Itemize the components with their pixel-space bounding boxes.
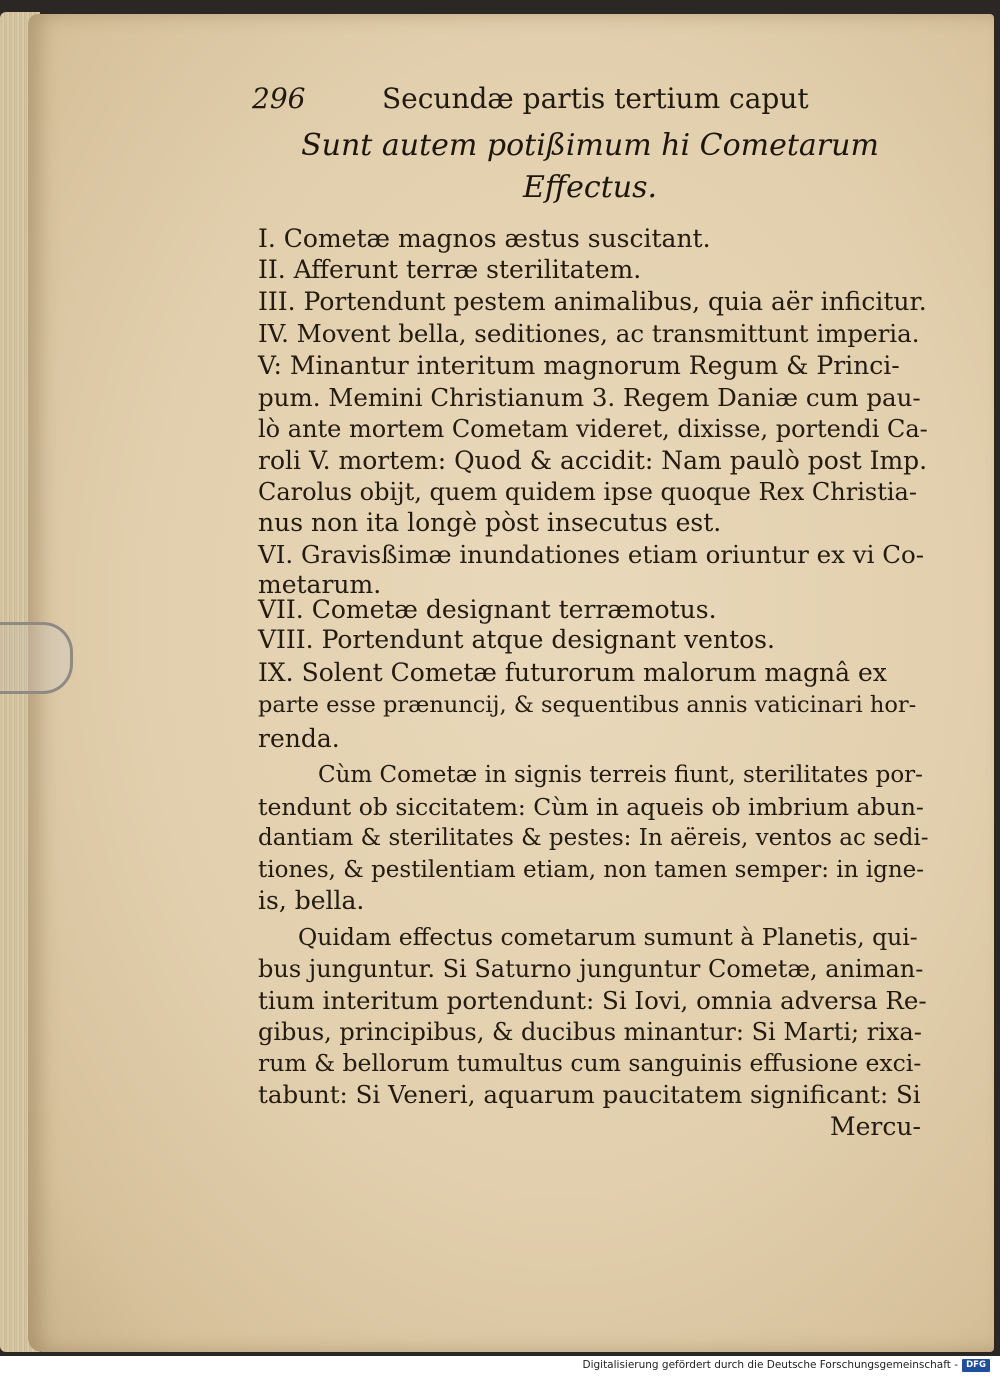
text-line: IV. Movent bella, seditiones, ac transmittunt imperia.	[258, 319, 920, 348]
text-line: VII. Cometæ designant terræmotus.	[258, 595, 717, 624]
text-line: Cùm Cometæ in signis terreis fiunt, sterilitates por-	[318, 762, 923, 788]
text-line: Carolus obijt, quem quidem ipse quoque Rex Christia-	[258, 478, 917, 506]
page-number: 296	[252, 82, 306, 115]
text-line: Quidam effectus cometarum sumunt à Planetis, qui-	[298, 923, 918, 951]
text-line: bus junguntur. Si Saturno junguntur Cometæ, animan-	[258, 955, 924, 983]
text-line: IX. Solent Cometæ futurorum malorum magnâ ex	[258, 658, 887, 687]
text-line: II. Afferunt terræ sterilitatem.	[258, 255, 642, 284]
text-line: metarum.	[258, 570, 382, 599]
dfg-logo: DFG	[962, 1359, 990, 1372]
catchword: Mercu-	[830, 1112, 921, 1141]
text-line: roli V. mortem: Quod & accidit: Nam paulò post Imp.	[258, 446, 928, 475]
text-line: nus non ita longè pòst insecutus est.	[258, 508, 722, 537]
heading-line-2: Effectus.	[522, 170, 658, 205]
text-line: dantiam & sterilitates & pestes: In aëreis, ventos ac sedi-	[258, 825, 929, 851]
text-line: V: Minantur interitum magnorum Regum & Princi-	[258, 351, 900, 380]
heading-line-1: Sunt autem potißimum hi Cometarum	[301, 128, 879, 163]
text-line: gibus, principibus, & ducibus minantur: Si Marti; rixa-	[258, 1018, 922, 1046]
section-heading	[300, 125, 880, 209]
paper-clip	[0, 622, 73, 694]
text-line: tiones, & pestilentiam etiam, non tamen semper: in igne-	[258, 857, 925, 883]
text-line: III. Portendunt pestem animalibus, quia aër inficitur.	[258, 287, 927, 316]
funding-notice: Digitalisierung gefördert durch die Deutsche Forschungsgemeinschaft -	[582, 1359, 958, 1371]
text-line: I. Cometæ magnos æstus suscitant.	[258, 224, 711, 253]
text-line: tium interitum portendunt: Si Iovi, omnia adversa Re-	[258, 986, 927, 1015]
digitization-footer	[0, 1356, 1000, 1376]
text-line: VIII. Portendunt atque designant ventos.	[258, 625, 775, 654]
text-line: is, bella.	[258, 886, 365, 915]
text-line: rum & bellorum tumultus cum sanguinis effusione exci-	[258, 1049, 922, 1077]
running-title: Secundæ partis tertium caput	[382, 82, 809, 115]
text-line: parte esse prænuncij, & sequentibus annis vaticinari hor-	[258, 692, 917, 718]
text-line: tendunt ob siccitatem: Cùm in aqueis ob imbrium abun-	[258, 793, 924, 821]
text-line: VI. Gravisßimæ inundationes etiam oriuntur ex vi Co-	[258, 540, 924, 569]
text-line: pum. Memini Christianum 3. Regem Daniæ cum pau-	[258, 383, 921, 412]
text-line: tabunt: Si Veneri, aquarum paucitatem significant: Si	[258, 1080, 921, 1109]
text-line: lò ante mortem Cometam videret, dixisse, portendi Ca-	[258, 415, 928, 443]
text-line: renda.	[258, 724, 340, 753]
running-head	[252, 80, 812, 124]
